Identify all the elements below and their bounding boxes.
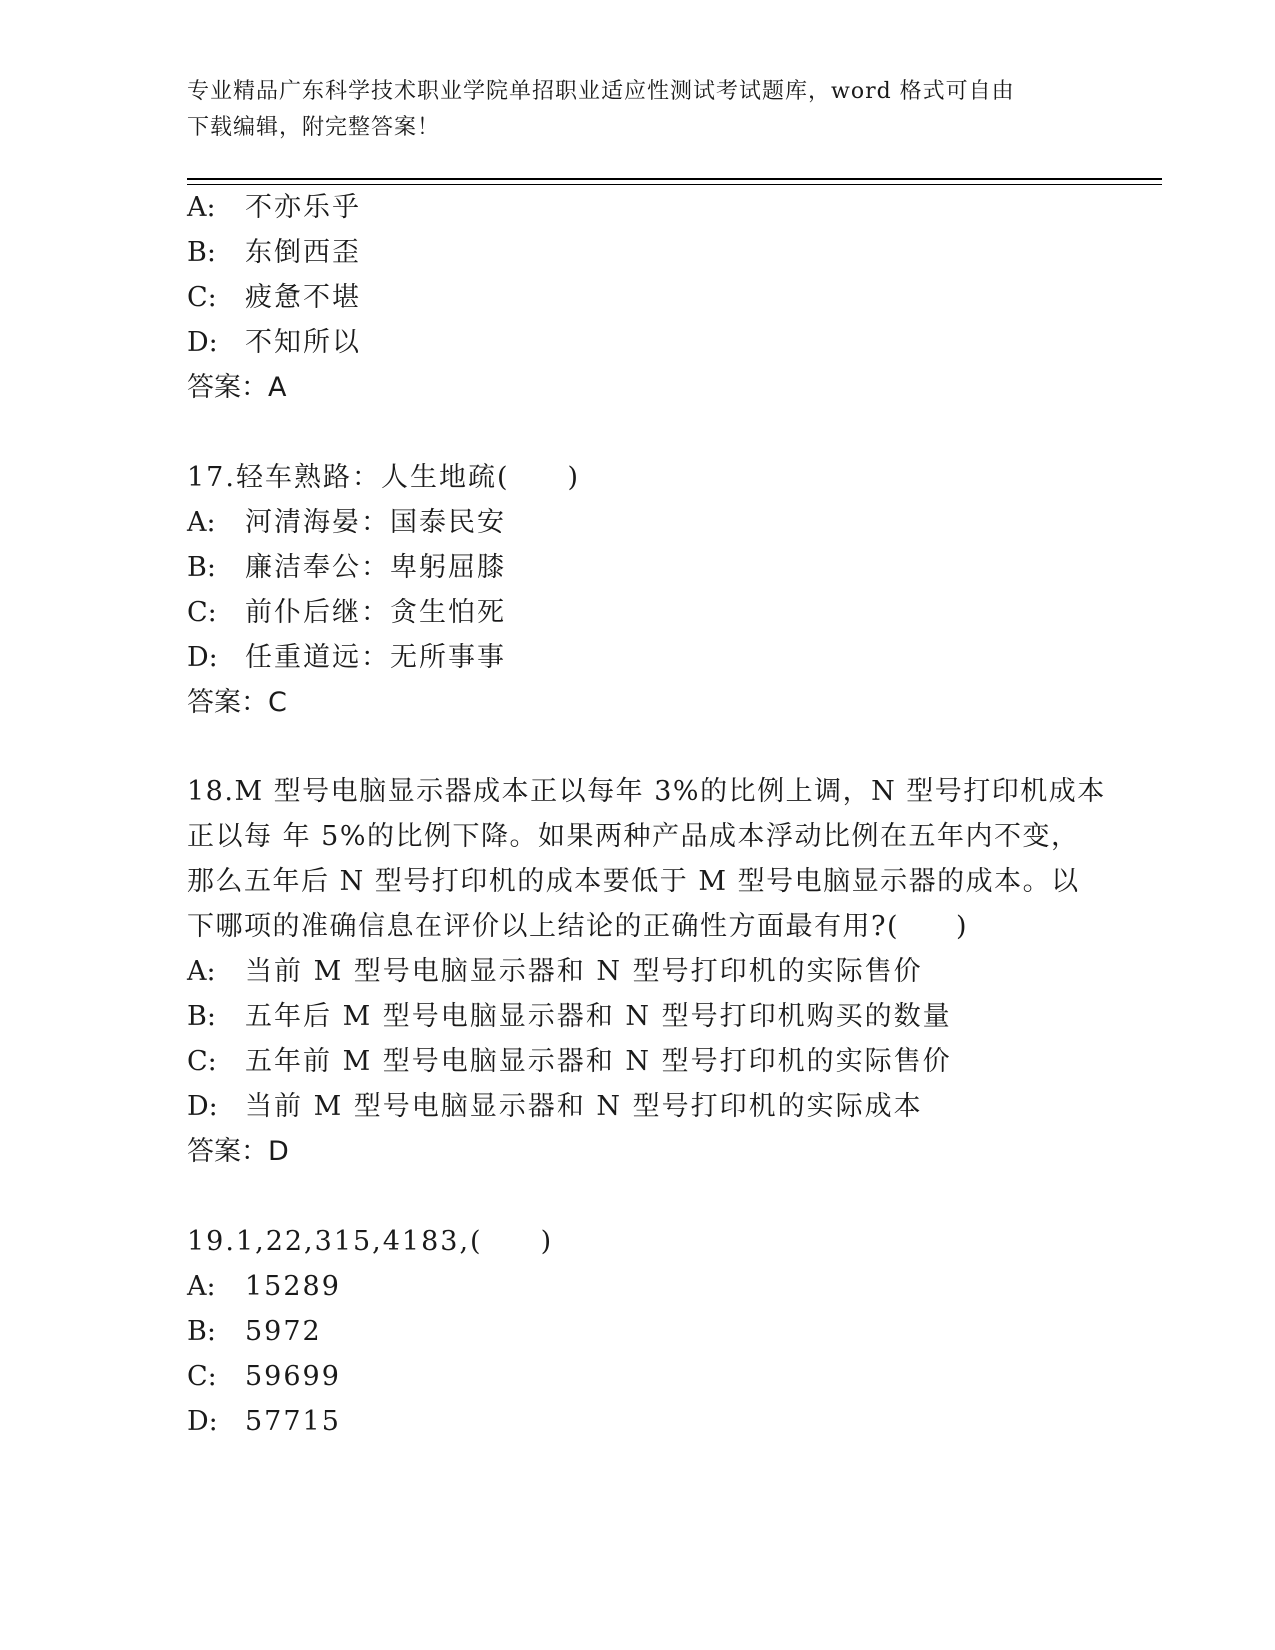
q17-answer: 答案：C [187,687,287,718]
option-letter: C: [187,282,217,313]
option-letter: D: [187,1091,218,1122]
option-text: 57715 [245,1406,341,1437]
option-text: 当前 M 型号电脑显示器和 N 型号打印机的实际售价 [245,956,923,987]
option-letter: D: [187,1406,218,1437]
option-letter: B: [187,552,216,583]
option-text: 东倒西歪 [245,237,361,268]
q19-option-d [187,1405,341,1439]
option-text: 五年前 M 型号电脑显示器和 N 型号打印机的实际售价 [245,1046,952,1077]
option-text: 河清海晏：国泰民安 [245,507,506,538]
q16-option-c [187,281,361,315]
q18-option-d [187,1090,923,1124]
q18-stem-line-3: 那么五年后 N 型号打印机的成本要低于 M 型号电脑显示器的成本。以 [187,866,1080,897]
option-letter: B: [187,1001,216,1032]
q18-option-b [187,1000,952,1034]
option-text: 不亦乐乎 [245,192,361,223]
option-letter: D: [187,327,218,358]
q18-stem-line-1: 18.M 型号电脑显示器成本正以每年 3%的比例上调，N 型号打印机成本 [187,776,1106,807]
q19-option-b [187,1315,322,1349]
option-text: 前仆后继：贪生怕死 [245,597,506,628]
header-line-2: 下载编辑，附完整答案！ [187,115,441,140]
option-letter: A: [187,192,216,223]
option-text: 15289 [245,1271,341,1302]
option-text: 不知所以 [245,327,361,358]
q17-option-b [187,551,506,585]
q17-stem: 17.轻车熟路：人生地疏( ) [187,462,581,493]
option-text: 5972 [245,1316,322,1347]
option-letter: C: [187,1046,217,1077]
q16-answer: 答案：A [187,372,287,403]
option-letter: C: [187,1361,217,1392]
header-line-1: 专业精品广东科学技术职业学院单招职业适应性测试考试题库，word 格式可自由 [187,79,1015,104]
q16-option-b [187,236,361,270]
q19-option-c [187,1360,341,1394]
q19-stem: 19.1,22,315,4183,( ) [187,1226,554,1257]
option-letter: B: [187,237,216,268]
option-letter: A: [187,1271,216,1302]
option-text: 任重道远：无所事事 [245,642,506,673]
option-text: 疲惫不堪 [245,282,361,313]
q16-option-a [187,191,361,225]
option-letter: B: [187,1316,216,1347]
option-letter: A: [187,507,216,538]
q17-option-c [187,596,506,630]
option-text: 廉洁奉公：卑躬屈膝 [245,552,506,583]
q17-option-a [187,506,506,540]
q16-option-d [187,326,361,360]
header-rule-thick [187,178,1162,180]
q18-answer: 答案：D [187,1136,289,1167]
header-rule-thin [187,184,1162,185]
option-letter: C: [187,597,217,628]
q18-option-a [187,955,923,989]
document-header [187,74,1087,146]
q17-option-d [187,641,506,675]
q19-option-a [187,1270,341,1304]
option-letter: A: [187,956,216,987]
option-text: 五年后 M 型号电脑显示器和 N 型号打印机购买的数量 [245,1001,952,1032]
option-text: 59699 [245,1361,341,1392]
q18-stem-line-2: 正以每 年 5%的比例下降。如果两种产品成本浮动比例在五年内不变， [187,821,1080,852]
q18-stem-line-4: 下哪项的准确信息在评价以上结论的正确性方面最有用?( ) [187,911,969,942]
q18-option-c [187,1045,952,1079]
option-text: 当前 M 型号电脑显示器和 N 型号打印机的实际成本 [245,1091,923,1122]
option-letter: D: [187,642,218,673]
